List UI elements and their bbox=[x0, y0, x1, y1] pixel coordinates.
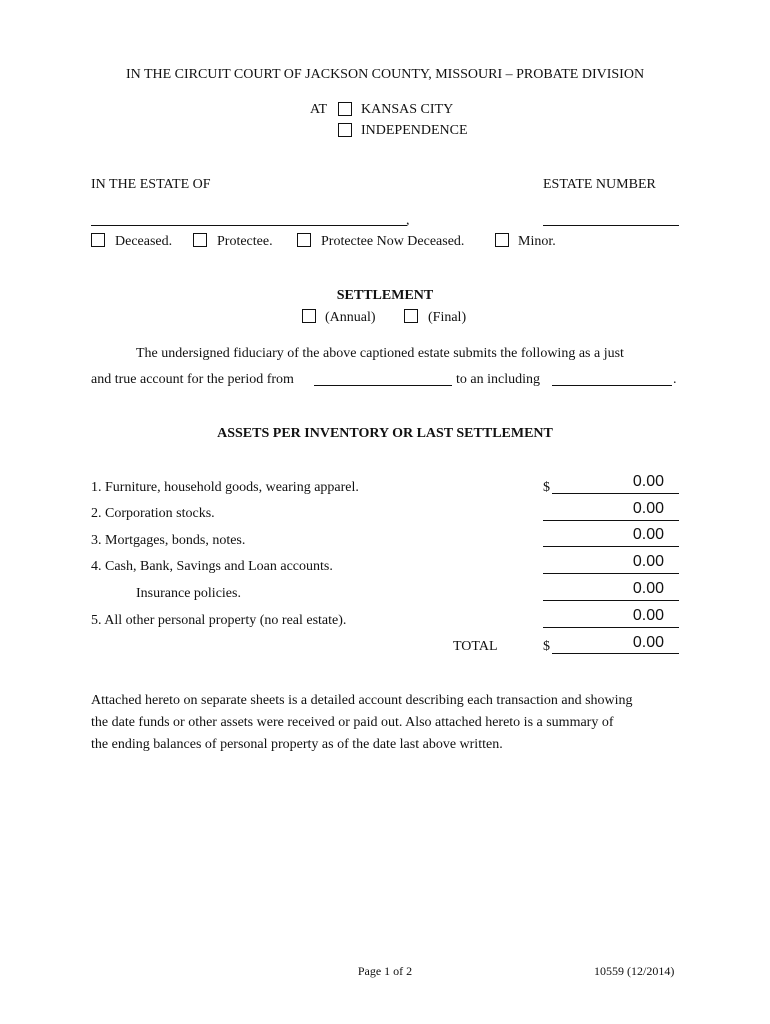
total-currency: $ bbox=[543, 639, 550, 654]
estate-of-label: IN THE ESTATE OF bbox=[91, 177, 211, 192]
protectee-now-deceased-checkbox[interactable] bbox=[297, 233, 311, 247]
asset-value-4[interactable]: 0.00 bbox=[632, 553, 664, 570]
asset-value-5[interactable]: 0.00 bbox=[632, 607, 664, 624]
statement-line-2c: . bbox=[673, 372, 677, 387]
asset-item-label-3: 3. Mortgages, bonds, notes. bbox=[91, 533, 246, 548]
court-title: IN THE CIRCUIT COURT OF JACKSON COUNTY, MISSOURI – PROBATE DIVISION bbox=[125, 67, 645, 82]
statement-line-1: The undersigned fiduciary of the above captioned estate submits the following as a just bbox=[136, 346, 624, 361]
attached-line-1: Attached hereto on separate sheets is a detailed account describing each transaction and showing bbox=[91, 693, 633, 708]
asset-item-label-5: 5. All other personal property (no real estate). bbox=[91, 613, 347, 628]
independence-label: INDEPENDENCE bbox=[361, 123, 468, 138]
asset-line-2 bbox=[543, 520, 679, 521]
annual-label: (Annual) bbox=[325, 310, 376, 325]
protectee-label: Protectee. bbox=[217, 234, 273, 249]
asset-line-insurance bbox=[543, 600, 679, 601]
statement-line-2b: to an including bbox=[456, 372, 540, 387]
asset-value-1[interactable]: 0.00 bbox=[632, 473, 664, 490]
kansas-city-checkbox[interactable] bbox=[338, 102, 352, 116]
asset-line-4 bbox=[543, 573, 679, 574]
asset-item-label-2: 2. Corporation stocks. bbox=[91, 506, 215, 521]
total-value[interactable]: 0.00 bbox=[632, 634, 664, 651]
page-number: Page 1 of 2 bbox=[357, 964, 413, 978]
asset-value-insurance[interactable]: 0.00 bbox=[632, 580, 664, 597]
final-label: (Final) bbox=[428, 310, 467, 325]
estate-name-line[interactable] bbox=[91, 225, 407, 226]
estate-number-label: ESTATE NUMBER bbox=[543, 177, 656, 192]
independence-checkbox[interactable] bbox=[338, 123, 352, 137]
kansas-city-label: KANSAS CITY bbox=[361, 102, 454, 117]
asset-value-3[interactable]: 0.00 bbox=[632, 526, 664, 543]
deceased-checkbox[interactable] bbox=[91, 233, 105, 247]
asset-value-2[interactable]: 0.00 bbox=[632, 500, 664, 517]
total-label: TOTAL bbox=[453, 639, 498, 654]
asset-item-label-4: 4. Cash, Bank, Savings and Loan accounts. bbox=[91, 559, 333, 574]
estate-number-line[interactable] bbox=[543, 225, 679, 226]
asset-item-label-1: 1. Furniture, household goods, wearing apparel. bbox=[91, 480, 359, 495]
asset-line-1 bbox=[552, 493, 679, 494]
asset-item-label-insurance: Insurance policies. bbox=[136, 586, 241, 601]
period-to-line[interactable] bbox=[552, 385, 672, 386]
attached-line-2: the date funds or other assets were received or paid out. Also attached hereto is a summary of bbox=[91, 715, 614, 730]
asset-line-5 bbox=[543, 627, 679, 628]
settlement-title: SETTLEMENT bbox=[336, 288, 434, 303]
estate-name-comma: , bbox=[406, 213, 410, 228]
total-line bbox=[552, 653, 679, 654]
protectee-checkbox[interactable] bbox=[193, 233, 207, 247]
asset-currency-1: $ bbox=[543, 480, 550, 495]
attached-line-3: the ending balances of personal property as of the date last above written. bbox=[91, 737, 503, 752]
annual-checkbox[interactable] bbox=[302, 309, 316, 323]
form-number: 10559 (12/2014) bbox=[594, 964, 675, 978]
deceased-label: Deceased. bbox=[115, 234, 173, 249]
asset-line-3 bbox=[543, 546, 679, 547]
protectee-now-deceased-label: Protectee Now Deceased. bbox=[321, 234, 465, 249]
minor-checkbox[interactable] bbox=[495, 233, 509, 247]
final-checkbox[interactable] bbox=[404, 309, 418, 323]
assets-heading: ASSETS PER INVENTORY OR LAST SETTLEMENT bbox=[217, 426, 553, 441]
period-from-line[interactable] bbox=[314, 385, 452, 386]
minor-label: Minor. bbox=[518, 234, 556, 249]
statement-line-2a: and true account for the period from bbox=[91, 372, 294, 387]
at-label: AT bbox=[310, 102, 328, 117]
